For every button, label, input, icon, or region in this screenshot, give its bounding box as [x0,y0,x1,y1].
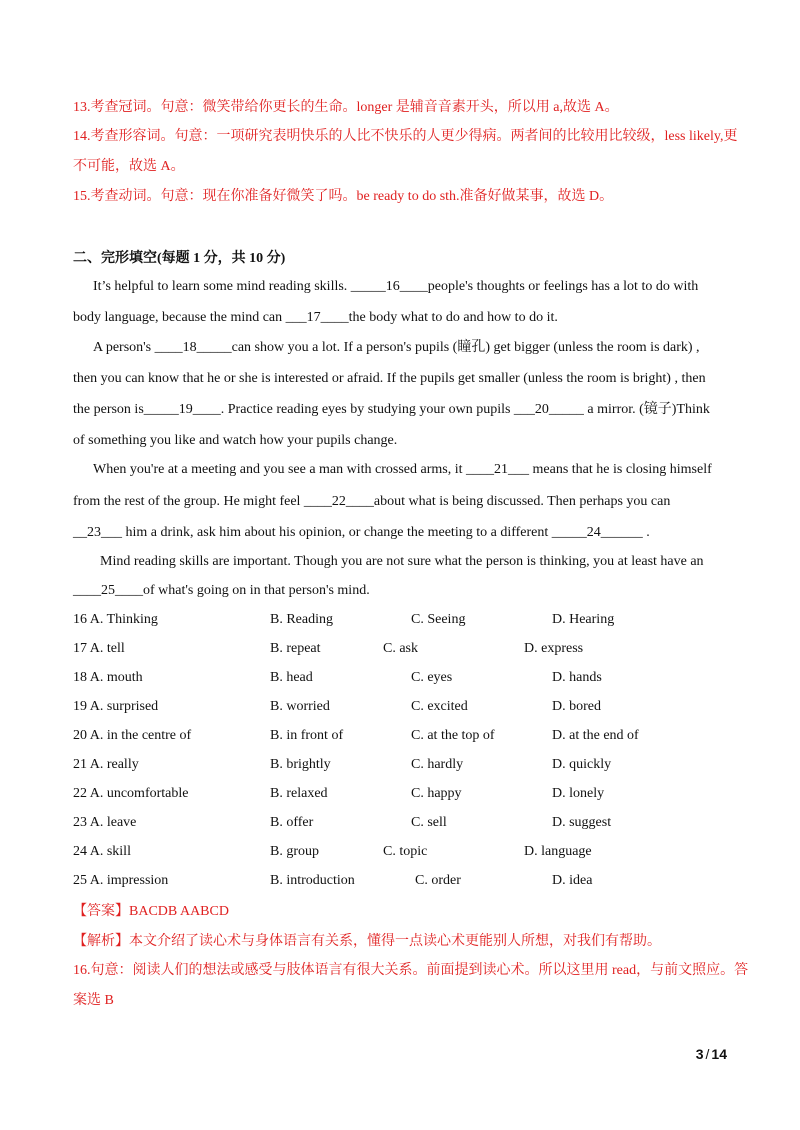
passage-line: Mind reading skills are important. Though you are not sure what the person is thinking, you at least have an [100,554,704,569]
option-d: D. idea [552,873,593,888]
option-b: B. in front of [270,728,344,743]
option-c: C. at the top of [411,728,495,743]
option-d: D. suggest [552,815,612,830]
page-number [696,1046,727,1062]
option-b: B. worried [270,699,330,714]
option-c: C. ask [383,641,418,656]
option-a: 20 A. in the centre of [73,728,192,743]
option-c: C. sell [411,815,447,830]
analysis-line: 【解析】本文介绍了读心术与身体语言有关系，懂得一点读心术更能别人所想，对我们有帮助。 [73,934,661,949]
option-c: C. topic [383,844,428,859]
option-d: D. language [524,844,592,859]
explanation-15: 15.考查动词。句意：现在你准备好微笑了吗。be ready to do sth.准备好做某事，故选 D。 [73,189,614,204]
passage-line: of something you like and watch how your pupils change. [73,433,398,448]
section-title: 二、完形填空(每题 1 分，共 10 分) [73,251,286,266]
answer-line: 【答案】BACDB AABCD [73,904,229,919]
option-d: D. lonely [552,786,605,801]
option-a: 16 A. Thinking [73,612,158,627]
passage-line: When you're at a meeting and you see a man with crossed arms, it ____21___ means that he is closing himself [93,462,712,477]
passage-line: A person's ____18_____can show you a lot. If a person's pupils (瞳孔) get bigger (unless the room is dark) , [93,340,700,355]
explanation-16-cont: 案选 B [73,993,114,1008]
passage-line: body language, because the mind can ___17____the body what to do and how to do it. [73,310,558,325]
option-a: 24 A. skill [73,844,131,859]
option-b: B. group [270,844,319,859]
option-b: B. brightly [270,757,331,772]
option-a: 22 A. uncomfortable [73,786,189,801]
option-a: 17 A. tell [73,641,125,656]
option-b: B. repeat [270,641,321,656]
option-b: B. Reading [270,612,333,627]
option-d: D. quickly [552,757,612,772]
option-d: D. bored [552,699,601,714]
option-d: D. hands [552,670,602,685]
passage-line: ____25____of what's going on in that person's mind. [73,583,370,598]
option-c: C. hardly [411,757,464,772]
explanation-16: 16.句意：阅读人们的想法或感受与肢体语言有很大关系。前面提到读心术。所以这里用 read，与前文照应。答 [73,963,749,978]
option-d: D. at the end of [552,728,639,743]
passage-line: from the rest of the group. He might feel ____22____about what is being discussed. Then perhaps you can [73,494,671,509]
passage-line: then you can know that he or she is interested or afraid. If the pupils get smaller (unless the room is bright) , then [73,371,706,386]
option-c: C. Seeing [411,612,466,627]
option-b: B. offer [270,815,314,830]
option-b: B. head [270,670,313,685]
passage-line: It’s helpful to learn some mind reading skills. _____16____people's thoughts or feelings has a lot to do with [93,279,699,294]
option-c: C. happy [411,786,462,801]
option-a: 23 A. leave [73,815,137,830]
page-current: 3 [695,1046,704,1062]
option-b: B. relaxed [270,786,328,801]
option-a: 18 A. mouth [73,670,143,685]
option-d: D. express [524,641,584,656]
option-c: C. excited [411,699,468,714]
option-a: 21 A. really [73,757,139,772]
explanation-14-cont: 不可能，故选 A。 [73,159,185,174]
page-total: 14 [711,1046,727,1062]
explanation-13: 13.考查冠词。句意：微笑带给你更长的生命。longer 是辅音音素开头，所以用 a,故选 A。 [73,100,619,115]
option-a: 19 A. surprised [73,699,159,714]
passage-line: the person is_____19____. Practice reading eyes by studying your own pupils ___20_____ a mirror. (镜子)Think [73,402,710,417]
option-d: D. Hearing [552,612,615,627]
option-c: C. order [415,873,461,888]
page-separator: / [705,1046,710,1062]
passage-line: __23___ him a drink, ask him about his opinion, or change the meeting to a different _____24______ . [73,525,650,540]
option-b: B. introduction [270,873,355,888]
option-c: C. eyes [411,670,453,685]
option-a: 25 A. impression [73,873,169,888]
explanation-14: 14.考查形容词。句意：一项研究表明快乐的人比不快乐的人更少得病。两者间的比较用比较级，less likely,更 [73,129,738,144]
